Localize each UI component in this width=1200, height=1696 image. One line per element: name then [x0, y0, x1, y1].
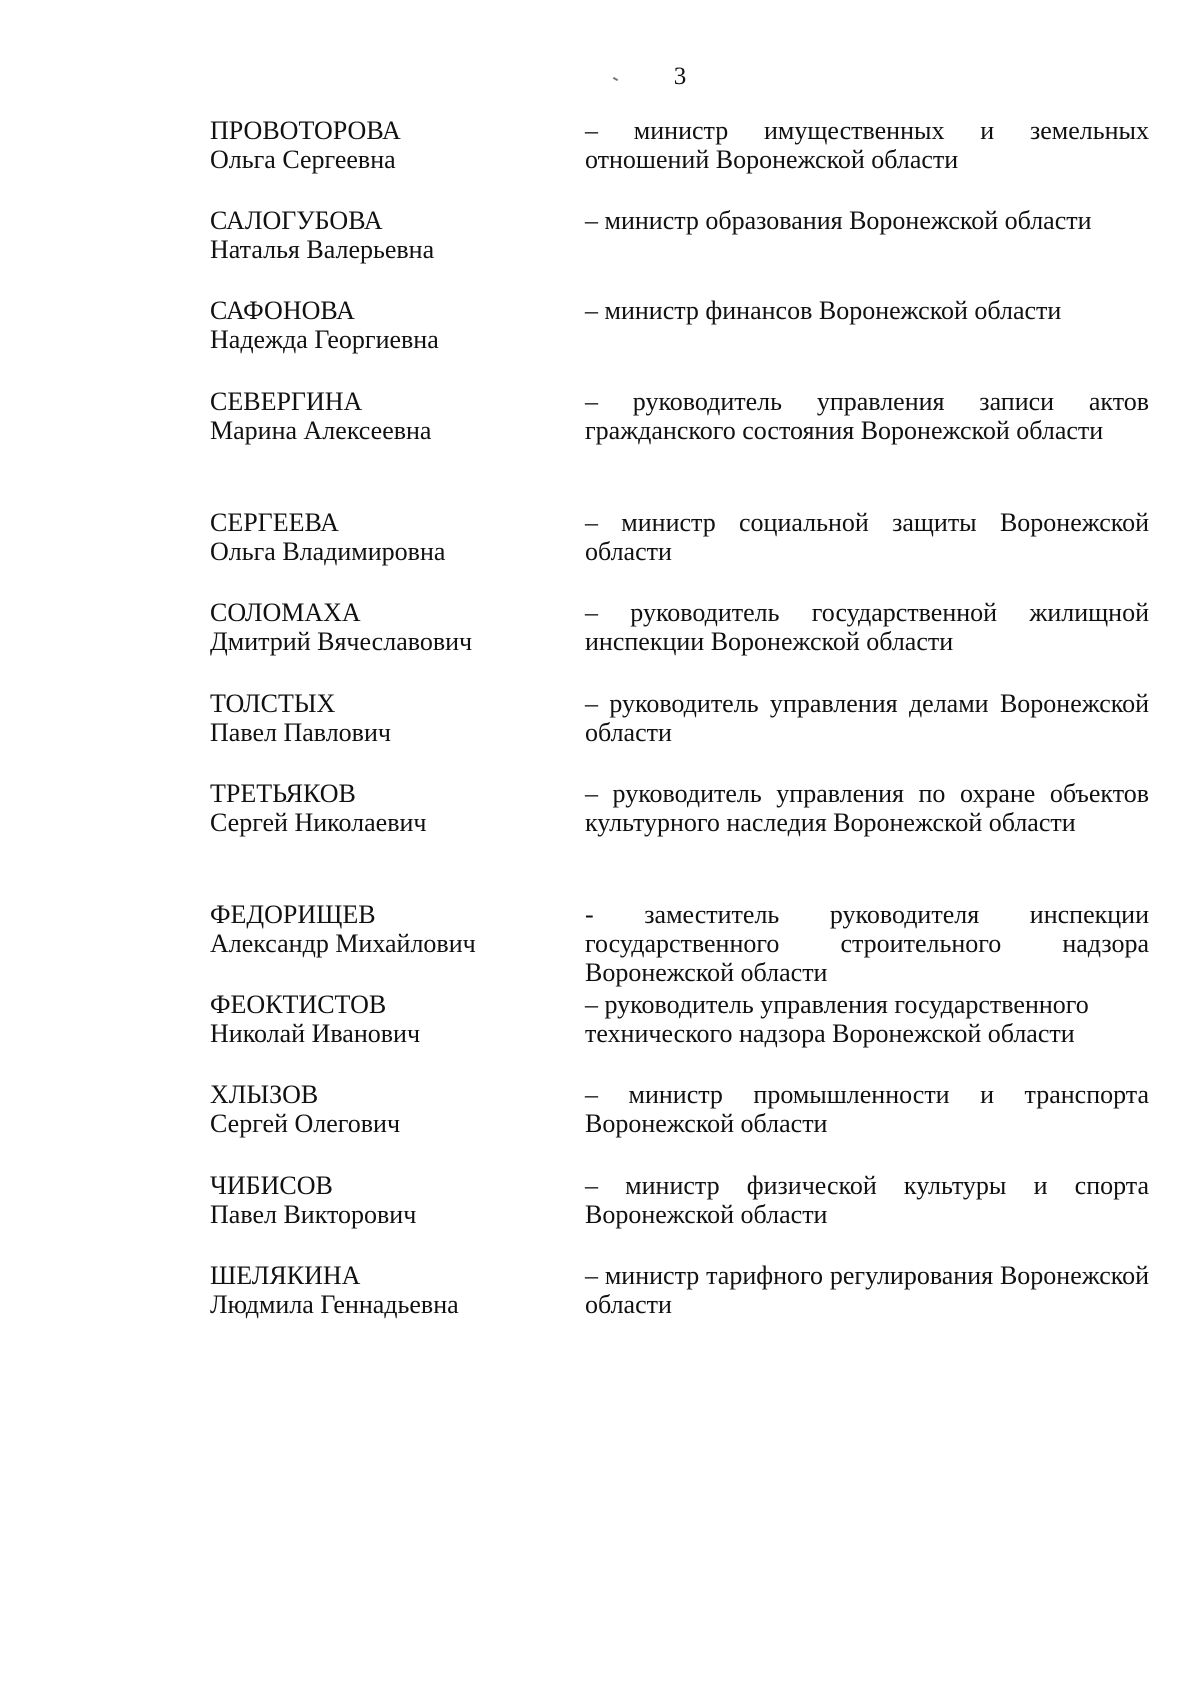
person-position: - заместитель руководителя инспекции государственного строительного надзора Воронежской области: [585, 900, 1149, 987]
person-surname: ФЕОКТИСТОВ: [210, 990, 387, 1019]
page-number: 3: [673, 63, 687, 90]
person-position: – министр образования Воронежской области: [585, 206, 1092, 235]
person-position: – руководитель управления государственного технического надзора Воронежской области: [585, 990, 1089, 1048]
person-given-name: Николай Иванович: [210, 1019, 421, 1048]
person-position: – министр промышленности и транспорта Воронежской области: [585, 1080, 1149, 1138]
person-position: – руководитель государственной жилищной инспекции Воронежской области: [585, 598, 1149, 656]
person-given-name: Павел Павлович: [210, 718, 391, 747]
person-position: – министр тарифного регулирования Воронежской области: [585, 1261, 1149, 1319]
person-position: – министр имущественных и земельных отношений Воронежской области: [585, 116, 1149, 174]
person-surname: ХЛЫЗОВ: [210, 1080, 319, 1109]
person-surname: САЛОГУБОВА: [210, 206, 383, 235]
person-given-name: Дмитрий Вячеславович: [210, 627, 473, 656]
person-name: [210, 779, 540, 837]
person-given-name: Александр Михайлович: [210, 929, 476, 958]
person-name: [210, 1171, 540, 1229]
person-name: [210, 990, 540, 1048]
person-name: [210, 900, 540, 958]
person-name: [210, 116, 540, 174]
person-surname: СЕВЕРГИНА: [210, 387, 363, 416]
person-surname: САФОНОВА: [210, 296, 355, 325]
person-position: – министр финансов Воронежской области: [585, 296, 1062, 325]
person-surname: ТОЛСТЫХ: [210, 689, 336, 718]
person-surname: ПРОВОТОРОВА: [210, 116, 401, 145]
person-given-name: Ольга Сергеевна: [210, 145, 396, 174]
person-name: [210, 206, 540, 264]
person-name: [210, 598, 540, 656]
person-given-name: Наталья Валерьевна: [210, 235, 435, 264]
person-given-name: Сергей Николаевич: [210, 808, 427, 837]
person-name: [210, 296, 540, 354]
person-position: – руководитель управления записи актов гражданского состояния Воронежской области: [585, 387, 1149, 445]
person-surname: СЕРГЕЕВА: [210, 508, 339, 537]
person-given-name: Павел Викторович: [210, 1200, 417, 1229]
person-given-name: Людмила Геннадьевна: [210, 1290, 459, 1319]
person-given-name: Марина Алексеевна: [210, 416, 432, 445]
person-position: – руководитель управления по охране объектов культурного наследия Воронежской области: [585, 779, 1149, 837]
person-name: [210, 508, 540, 566]
person-given-name: Ольга Владимировна: [210, 537, 446, 566]
person-name: [210, 1261, 540, 1319]
person-surname: ФЕДОРИЩЕВ: [210, 900, 376, 929]
person-position: – министр социальной защиты Воронежской области: [585, 508, 1149, 566]
person-name: [210, 1080, 540, 1138]
person-name: [210, 689, 540, 747]
person-surname: ЧИБИСОВ: [210, 1171, 333, 1200]
person-given-name: Надежда Георгиевна: [210, 325, 439, 354]
person-surname: ТРЕТЬЯКОВ: [210, 779, 356, 808]
person-given-name: Сергей Олегович: [210, 1109, 401, 1138]
person-surname: ШЕЛЯКИНА: [210, 1261, 361, 1290]
person-surname: СОЛОМАХА: [210, 598, 361, 627]
person-name: [210, 387, 540, 445]
person-position: – руководитель управления делами Воронежской области: [585, 689, 1149, 747]
person-position: – министр физической культуры и спорта Воронежской области: [585, 1171, 1149, 1229]
